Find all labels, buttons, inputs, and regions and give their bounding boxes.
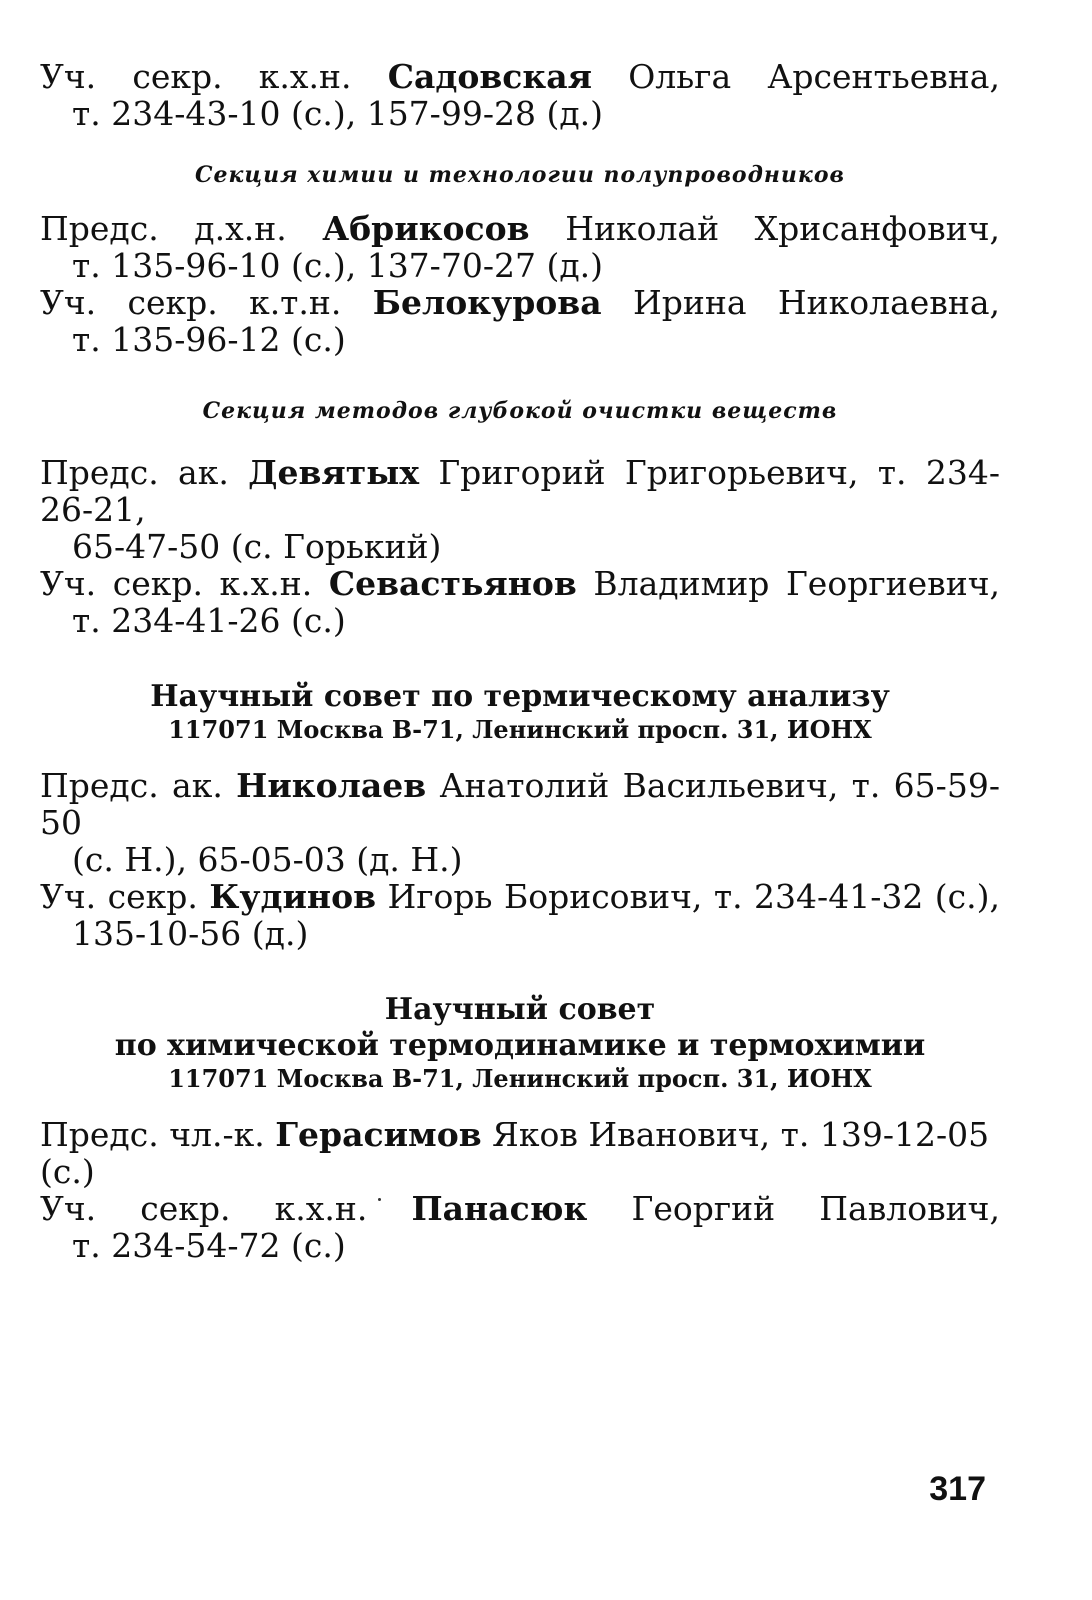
entry-surname: Панасюк <box>411 1189 588 1228</box>
entry-devyatykh <box>40 454 1000 565</box>
entry-gerasimov <box>40 1116 1000 1190</box>
print-speck <box>378 1198 381 1201</box>
entry-role: Предс. чл.-к. <box>40 1115 265 1154</box>
entry-line <box>40 210 1000 247</box>
entry-role: Уч. секр. <box>40 877 198 916</box>
entry-continuation: т. 135-96-10 (с.), 137-70-27 (д.) <box>72 246 604 285</box>
entry-surname: Абрикосов <box>322 209 530 248</box>
entry-details: Ирина Николаевна, <box>632 283 1001 322</box>
entry-surname: Девятых <box>248 453 419 492</box>
entry-belokurova <box>40 284 1000 358</box>
entry-role: Уч. секр. к.х.н. <box>40 1189 368 1228</box>
entry-surname: Николаев <box>236 766 427 805</box>
entry-continuation: 135-10-56 (д.) <box>72 914 309 953</box>
entry-continuation: 65-47-50 (с. Горький) <box>72 527 442 566</box>
entry-surname: Герасимов <box>275 1115 482 1154</box>
entry-line <box>40 565 1000 602</box>
document-page <box>40 58 1000 1264</box>
entry-line <box>40 284 1000 321</box>
entry-details: Игорь Борисович, т. 234-41-32 (с.), <box>387 877 1000 916</box>
entry-details: Георгий Павлович, <box>631 1189 1000 1228</box>
entry-role: Уч. секр. к.т.н. <box>40 283 342 322</box>
entry-role: Предс. ак. <box>40 766 223 805</box>
entry-surname: Белокурова <box>372 283 602 322</box>
entry-continuation: т. 234-41-26 (с.) <box>72 601 346 640</box>
entry-line <box>40 767 1000 841</box>
entry-details: Анатолий Васильевич, т. 65-59-50 <box>40 766 1000 842</box>
entry-details: Яков Иванович, т. 139-12-05 (с.) <box>40 1115 990 1191</box>
entry-role: Предс. ак. <box>40 453 229 492</box>
entry-nikolaev <box>40 767 1000 878</box>
entry-sadovskaya <box>40 58 1000 132</box>
council-title-thermodynamics: Научный совет <box>384 992 656 1027</box>
section-title-semiconductors: Секция химии и технологии полупроводников <box>195 162 845 188</box>
entry-continuation: т. 135-96-12 (с.) <box>72 320 346 359</box>
section-title-purification: Секция методов глубокой очистки веществ <box>202 398 838 424</box>
entry-continuation: т. 234-54-72 (с.) <box>72 1226 346 1265</box>
entry-line <box>40 454 1000 528</box>
entry-details: Владимир Георгиевич, <box>593 564 1001 603</box>
council-address: 117071 Москва В-71, Ленинский просп. 31, ИОНХ <box>168 1064 872 1093</box>
entry-role: Уч. секр. к.х.н. <box>40 57 352 96</box>
entry-line <box>40 58 1000 95</box>
entry-details: Ольга Арсентьевна, <box>628 57 1000 96</box>
entry-surname: Кудинов <box>209 877 377 916</box>
entry-details: Григорий Григорьевич, т. 234-26-21, <box>40 453 1000 529</box>
entry-line <box>40 878 1000 915</box>
council-title-thermodynamics-line2: по химической термодинамике и термохимии <box>114 1028 926 1063</box>
entry-line <box>40 1116 1000 1190</box>
entry-surname: Садовская <box>387 57 592 96</box>
entry-panasyuk <box>40 1190 1000 1264</box>
entry-sevastyanov <box>40 565 1000 639</box>
entry-line <box>40 1190 1000 1227</box>
entry-abrikosov <box>40 210 1000 284</box>
council-title-thermal-analysis: Научный совет по термическому анализу <box>150 679 890 714</box>
entry-continuation: (с. Н.), 65-05-03 (д. Н.) <box>72 840 463 879</box>
entry-continuation: т. 234-43-10 (с.), 157-99-28 (д.) <box>72 94 604 133</box>
entry-role: Уч. секр. к.х.н. <box>40 564 313 603</box>
entry-kudinov <box>40 878 1000 952</box>
council-address: 117071 Москва В-71, Ленинский просп. 31, ИОНХ <box>168 715 872 744</box>
entry-role: Предс. д.х.н. <box>40 209 287 248</box>
entry-surname: Севастьянов <box>328 564 577 603</box>
page-number: 317 <box>929 1470 986 1508</box>
entry-details: Николай Хрисанфович, <box>565 209 1000 248</box>
